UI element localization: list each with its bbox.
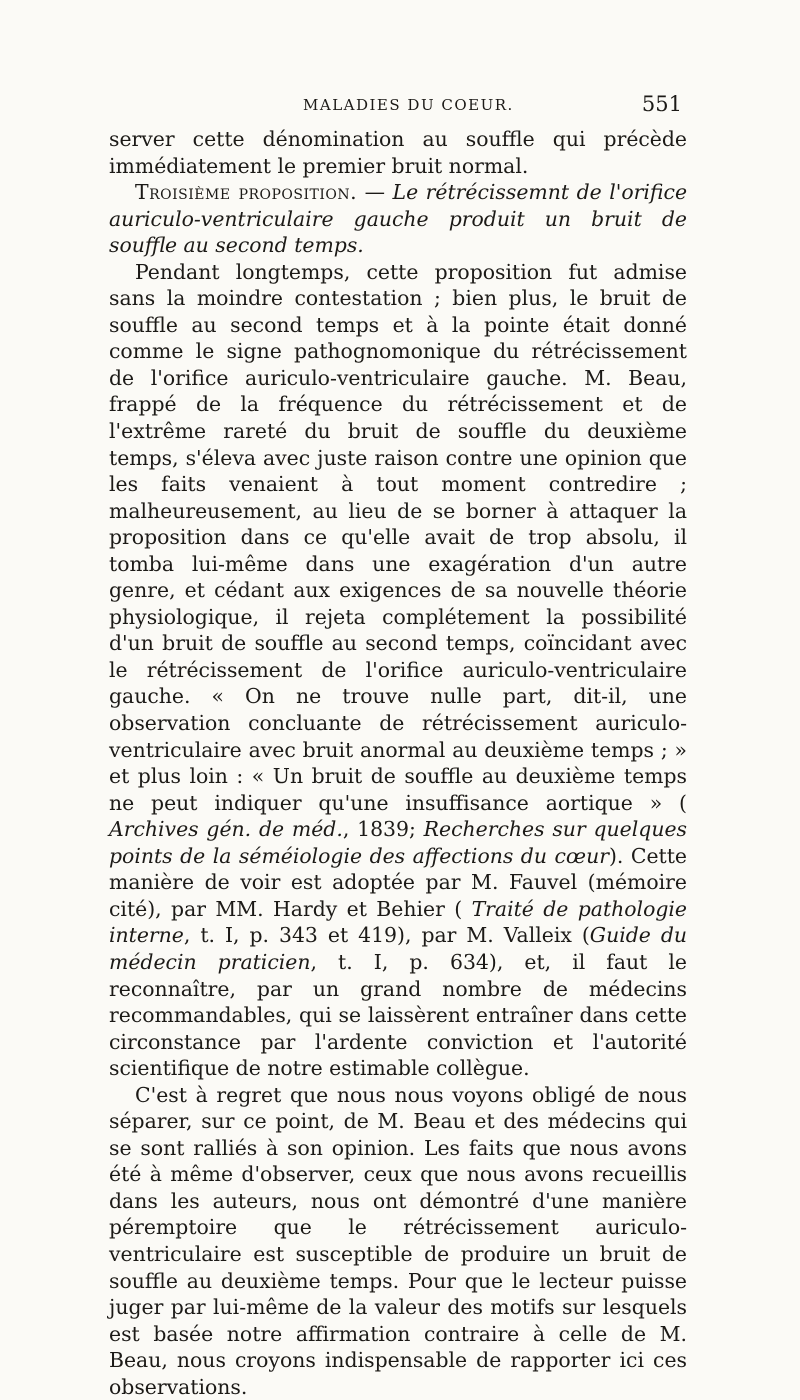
page-header	[108, 92, 682, 122]
proposition-dash: —	[357, 180, 393, 205]
citation-recherches: Recherches sur quelques points de la séméiologie des affections du cœur	[109, 817, 687, 868]
p3-text-c: ). Cette manière de voir est adoptée par M. Fauvel (mémoire cité), par MM. Hardy et Behier (	[109, 843, 688, 921]
paragraph-discussion	[109, 259, 687, 1082]
proposition-statement: Le rétrécissemnt de l'orifice auriculo-ventriculaire gauche produit un bruit de souffle au second temps.	[109, 180, 688, 258]
p3-text-a: Pendant longtemps, cette proposition fut admise sans la moindre contestation ; bien plus, le bruit de souffle au second temps et à la pointe était donné comme le signe pathognomonique du rétrécissement de l'orifice auriculo-ventriculaire gauche. M. Beau, frappé de la fréquence du rétrécissement et de l'extrême rareté du bruit de souffle du deuxième temps, s'éleva avec juste raison contre une opinion que les faits venaient à tout moment contredire ; malheureusement, au lieu de se borner à attaquer la proposition dans ce qu'elle avait de trop absolu, il tomba lui-même dans une exagération d'un autre genre, et cédant aux exigences de sa nouvelle théorie physiologique, il rejeta complétement la possibilité d'un bruit de souffle au second temps, coïncidant avec le rétrécissement de l'orifice auriculo-ventriculaire gauche. « On ne trouve nulle part, dit-il, une observation concluante de rétrécissement auriculo-ventriculaire avec bruit anormal au deuxième temps ; » et plus loin : « Un bruit de souffle au deuxième temps ne peut indiquer qu'une insuffisance aortique » (	[109, 259, 687, 815]
p3-text-b: , 1839;	[342, 817, 424, 842]
proposition-label: Troisième proposition.	[135, 180, 358, 205]
citation-traite: Traité de pathologie interne	[109, 896, 687, 948]
paragraph-conclusion	[109, 1082, 687, 1400]
p3-text-d: , t. I, p. 343 et 419), par M. Valleix (	[183, 923, 590, 948]
body-text	[109, 126, 687, 1400]
p1-text: server cette dénomination au souffle qui précède immédiatement le premier bruit normal.	[109, 127, 687, 178]
p3-text-e: , t. I, p. 634), et, il faut le reconnaître, par un grand nombre de médecins recommandables, qui se laissèrent entraîner dans cette circonstance par l'ardente conviction et l'autorité scientifique de notre estimable collègue.	[109, 949, 687, 1081]
page-number: 551	[641, 92, 682, 116]
p4-text: C'est à regret que nous nous voyons obligé de nous séparer, sur ce point, de M. Beau et des médecins qui se sont ralliés à son opinion. Les faits que nous avons été à même d'observer, ceux que nous avons recueillis dans les auteurs, nous ont démontré d'une manière péremptoire que le rétrécissement auriculo-ventriculaire est susceptible de produire un bruit de souffle au deuxième temps. Pour que le lecteur puisse juger par lui-même de la valeur des motifs sur lesquels est basée notre affirmation contraire à celle de M. Beau, nous croyons indispensable de rapporter ici ces observations.	[109, 1082, 687, 1399]
running-title: MALADIES DU COEUR.	[303, 96, 514, 114]
paragraph-proposition	[109, 179, 687, 259]
citation-archives: Archives gén. de méd.	[109, 817, 343, 842]
paragraph-continuation	[109, 126, 687, 179]
citation-guide: Guide du médecin praticien	[109, 923, 688, 974]
